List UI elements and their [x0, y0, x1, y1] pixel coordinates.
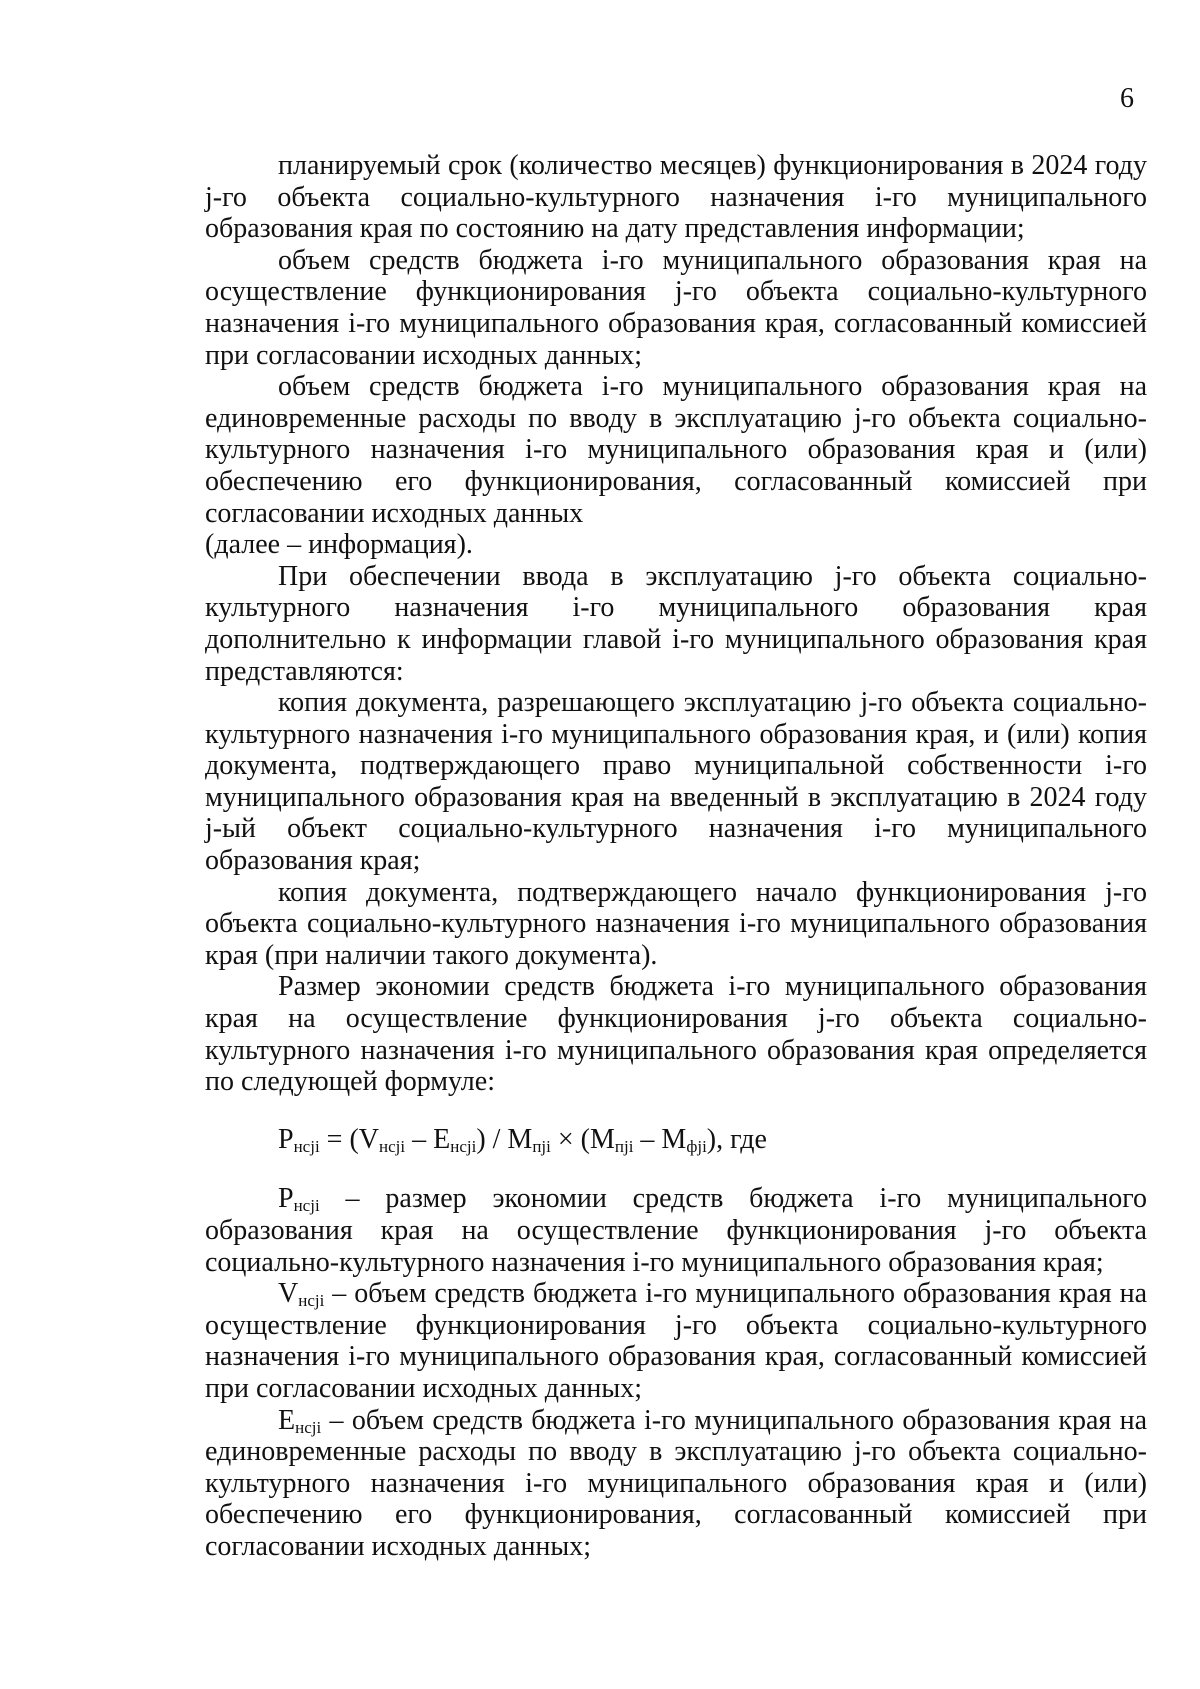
savings-formula [205, 1124, 1147, 1156]
document-body [205, 150, 1147, 1563]
formula-times: × (M [550, 1123, 615, 1155]
paragraph-information-note: (далее – информация). [205, 529, 473, 561]
definition-e [205, 1405, 1147, 1563]
definition-e-symbol: E [278, 1404, 296, 1436]
definition-e-sub: нсji [295, 1417, 322, 1437]
definition-v-sub: нсji [298, 1291, 325, 1311]
definition-p-sub: нсji [293, 1196, 320, 1216]
formula-p: P [278, 1123, 294, 1155]
formula-minus1: – E [405, 1123, 451, 1155]
formula-e-sub: нсji [450, 1136, 477, 1156]
paragraph-budget-functioning: объем средств бюджета i-го муниципального образования края на осуществление функционирования j-го объекта социально-культурного назначения i-го муниципального образования края, согласованный комиссией при согласовании исходных данных; [205, 244, 1147, 371]
paragraph-permit-copy: копия документа, разрешающего эксплуатацию j-го объекта социально-культурного назначения i-го муниципального образования края, и (или) копия документа, подтверждающего право муниципальной собственности i-го муниципального образования края на введенный в эксплуатацию в 2024 году j-ый объект социально-культурного назначения i-го муниципального образования края; [205, 687, 1147, 877]
formula-mp2-sub: пji [614, 1136, 634, 1156]
formula-tail: ), где [706, 1123, 767, 1155]
definition-v [205, 1278, 1147, 1404]
paragraph-savings-intro: Размер экономии средств бюджета i-го муниципального образования края на осуществление функционирования j-го объекта социально-культурного назначения i-го муниципального образования края определяется по следующей формуле: [205, 971, 1147, 1098]
formula-div: ) / M [476, 1123, 533, 1155]
page-number: 6 [1120, 83, 1134, 114]
definition-v-symbol: V [278, 1278, 299, 1310]
definition-p [205, 1183, 1147, 1278]
paragraph-commissioning: При обеспечении ввода в эксплуатацию j-го объекта социально-культурного назначения i-го муниципального образования края дополнительно к информации главой i-го муниципального образования края представляются: [205, 560, 1147, 687]
formula-eq-open: = (V [319, 1123, 380, 1155]
paragraph-budget-one-time: объем средств бюджета i-го муниципального образования края на единовременные расходы по вводу в эксплуатацию j-го объекта социально-культурного назначения i-го муниципального образования края и (или) обеспечению его функционирования, согласованный комиссией при согласовании исходных данных [205, 371, 1147, 529]
paragraph-planned-term: планируемый срок (количество месяцев) функционирования в 2024 году j-го объекта социально-культурного назначения i-го муниципального образования края по состоянию на дату представления информации; [205, 150, 1147, 245]
formula-minus2: – M [633, 1123, 687, 1155]
formula-mf-sub: фji [686, 1136, 707, 1156]
definition-e-text: – объем средств бюджета i-го муниципального образования края на единовременные расходы по вводу в эксплуатацию j-го объекта социально-культурного назначения i-го муниципального образования края и (или) обеспечению его функционирования, согласованный комиссией при согласовании исходных данных; [205, 1404, 1147, 1562]
definition-p-text: – размер экономии средств бюджета i-го муниципального образования края на осуществление функционирования j-го объекта социально-культурного назначения i-го муниципального образования края; [205, 1183, 1147, 1278]
formula-mp-sub: пji [532, 1136, 551, 1156]
formula-p-sub: нсji [293, 1136, 320, 1156]
paragraph-start-copy: копия документа, подтверждающего начало функционирования j-го объекта социально-культурного назначения i-го муниципального образования края (при наличии такого документа). [205, 876, 1147, 971]
formula-v-sub: нсji [379, 1136, 406, 1156]
definition-p-symbol: P [278, 1183, 294, 1215]
definition-v-text: – объем средств бюджета i-го муниципального образования края на осуществление функционирования j-го объекта социально-культурного назначения i-го муниципального образования края, согласованный комиссией при согласовании исходных данных; [205, 1278, 1147, 1404]
